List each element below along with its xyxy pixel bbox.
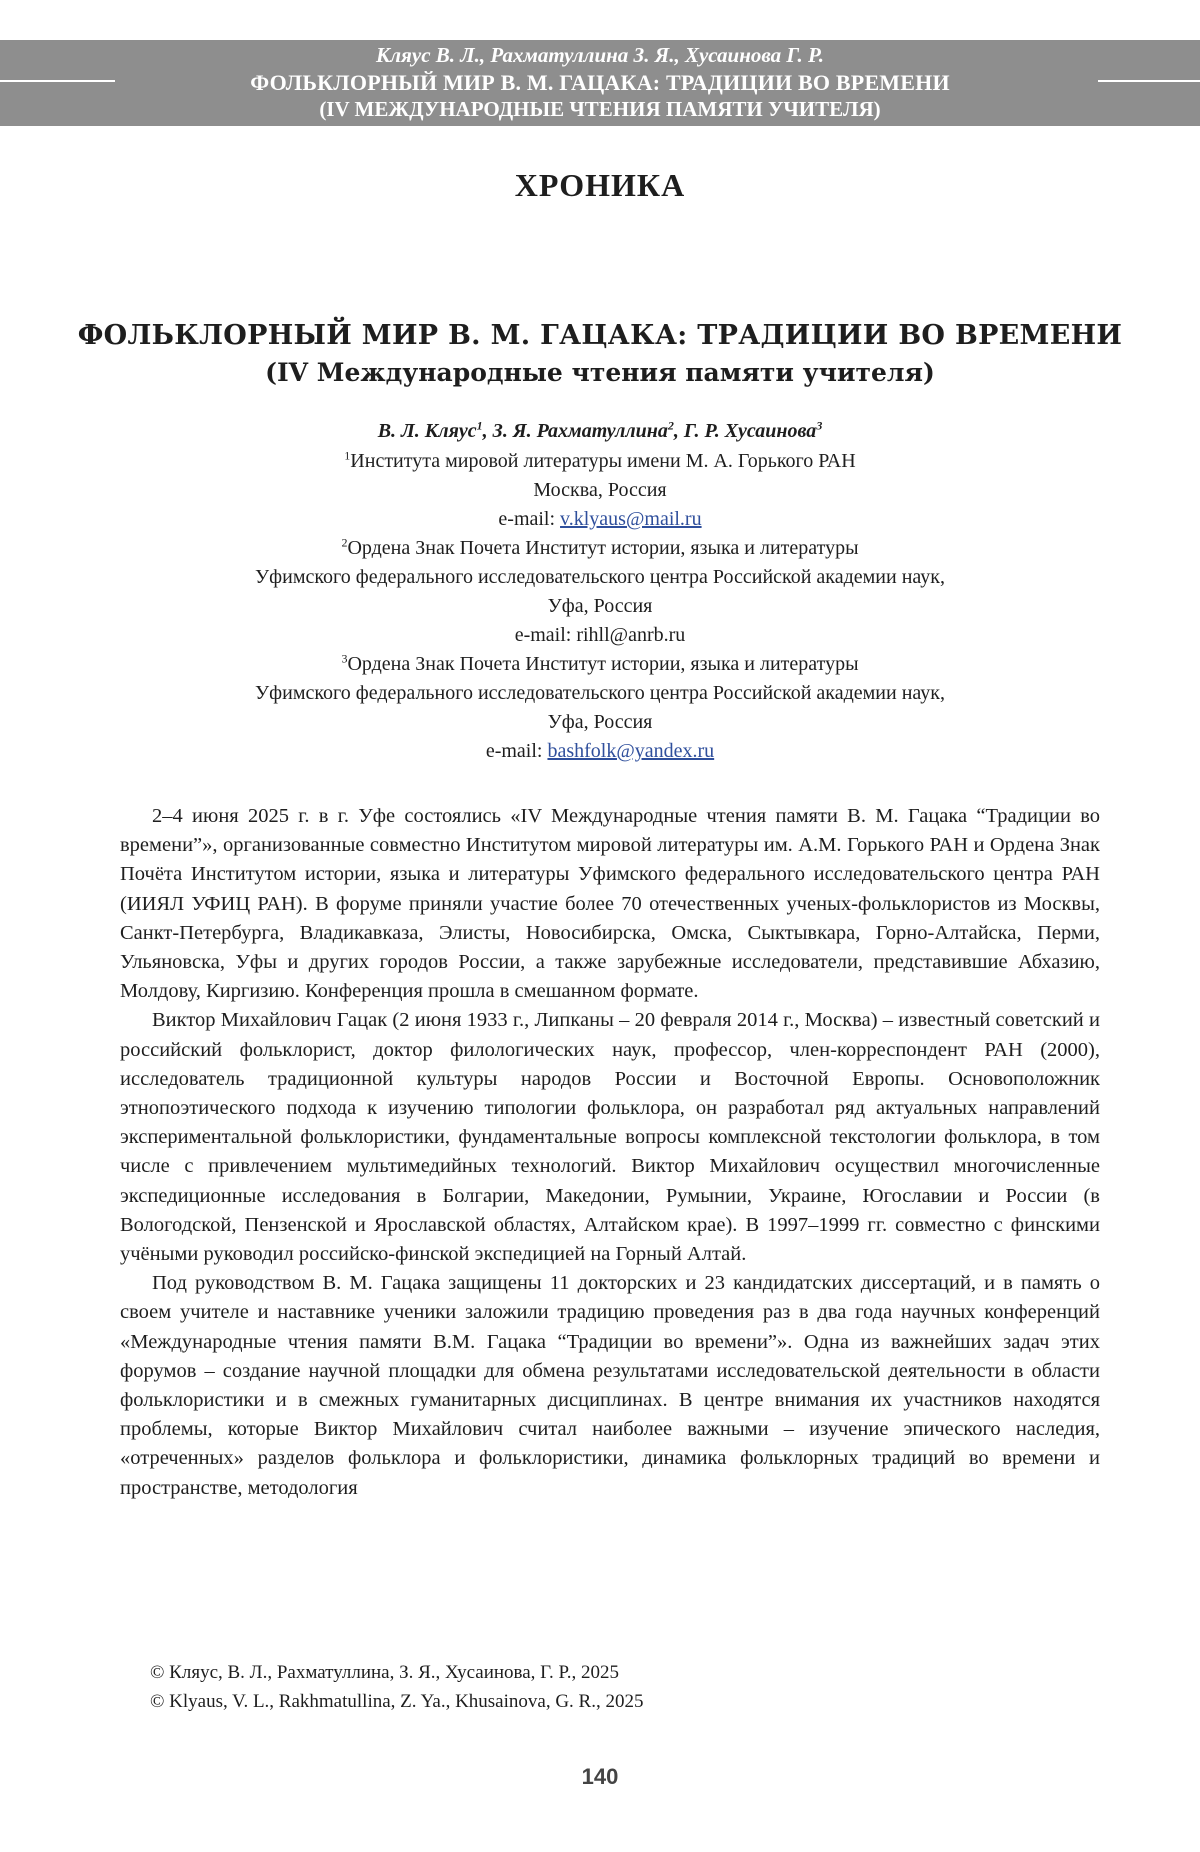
affiliation-text: Института мировой литературы имени М. А. Горького РАН	[350, 450, 856, 472]
header-title: ФОЛЬКЛОРНЫЙ МИР В. М. ГАЦАКА: ТРАДИЦИИ ВО ВРЕМЕНИ	[250, 70, 950, 95]
copyright-line-ru: © Кляус, В. Л., Рахматуллина, З. Я., Хусаинова, Г. Р., 2025	[150, 1662, 619, 1683]
affiliation-marker: 3	[341, 651, 348, 666]
affiliation-text: Уфимского федерального исследовательского центра Российской академии наук,	[255, 566, 945, 588]
email-label: e-mail:	[498, 508, 561, 530]
author-affiliation-marker: 1	[476, 418, 483, 433]
affiliation-line	[0, 650, 1200, 679]
affiliation-text: Ордена Знак Почета Институт истории, языка и литературы	[347, 653, 859, 675]
affiliation-email-line	[0, 737, 1200, 766]
affiliation-text: Москва, Россия	[533, 479, 667, 501]
affiliation-text: Уфимского федерального исследовательского центра Российской академии наук,	[255, 682, 945, 704]
article-title: ФОЛЬКЛОРНЫЙ МИР В. М. ГАЦАКА: ТРАДИЦИИ ВО ВРЕМЕНИ	[77, 320, 1123, 351]
email-label: e-mail:	[485, 740, 548, 762]
copyright-line-en: © Klyaus, V. L., Rakhmatullina, Z. Ya., Khusainova, G. R., 2025	[150, 1691, 644, 1712]
affiliation-marker: 2	[341, 535, 348, 550]
affiliation-line	[0, 679, 1200, 708]
author-name: З. Я. Рахматуллина	[492, 420, 668, 442]
affiliation-email-line	[0, 621, 1200, 650]
affiliation-line	[0, 476, 1200, 505]
affiliation-email-line	[0, 505, 1200, 534]
copyright	[150, 1658, 1050, 1716]
affiliations	[0, 447, 1200, 766]
body-paragraph: Виктор Михайлович Гацак (2 июня 1933 г., Липканы – 20 февраля 2014 г., Москва) – известный советский и российский фольклорист, доктор филологических наук, профессор, член-корреспондент РАН (2000), исследователь традиционной культуры народов России и Восточной Европы. Основоположник этнопоэтического подхода к изучению типологии фольклора, он разработал ряд актуальных направлений экспериментальной фольклористики, фундаментальные вопросы комплексной текстологии фольклора, в том числе с привлечением мультимедийных технологий. Виктор Михайлович осуществил многочисленные экспедиционные исследования в Болгарии, Македонии, Румынии, Украине, Югославии и России (в Вологодской, Пензенской и Ярославской областях, Алтайском крае). В 1997–1999 гг. совместно с финскими учёными руководил российско-финской экспедицией на Горный Алтай.	[120, 1009, 1100, 1266]
affiliation-line	[0, 592, 1200, 621]
author-affiliation-marker: 2	[667, 418, 674, 433]
affiliation-line	[0, 534, 1200, 563]
header-authors: Кляус В. Л., Рахматуллина З. Я., Хусаинова Г. Р.	[376, 43, 824, 67]
email-link: rihll@anrb.ru	[576, 624, 686, 646]
affiliation-line	[0, 447, 1200, 476]
author-affiliation-marker: 3	[816, 418, 823, 433]
affiliation-text: Ордена Знак Почета Институт истории, языка и литературы	[347, 537, 859, 559]
page-number: 140	[581, 1764, 619, 1789]
email-link[interactable]: bashfolk@yandex.ru	[547, 740, 715, 762]
affiliation-text: Уфа, Россия	[547, 595, 653, 617]
affiliation-line	[0, 563, 1200, 592]
author-name: Г. Р. Хусаинова	[683, 420, 817, 442]
running-header	[0, 40, 1200, 126]
article-subtitle: (IV Международные чтения памяти учителя)	[265, 358, 935, 387]
body-paragraph: 2–4 июня 2025 г. в г. Уфе состоялись «IV Международные чтения памяти В. М. Гацака “Традиции во времени”», организованные совместно Институтом мировой литературы им. А.М. Горького РАН и Ордена Знак Почёта Институтом истории, языка и литературы Уфимского федерального исследовательского центра РАН (ИИЯЛ УФИЦ РАН). В форуме приняли участие более 70 отечественных ученых-фольклористов из Москвы, Санкт-Петербурга, Владикавказа, Элисты, Новосибирска, Омска, Сыктывкара, Горно-Алтайска, Перми, Ульяновска, Уфы и других городов России, а также зарубежные исследователи, представившие Абхазию, Молдову, Киргизию. Конференция прошла в смешанном формате.	[120, 805, 1100, 1003]
author-name: В. Л. Кляус	[377, 420, 477, 442]
header-subtitle: (IV МЕЖДУНАРОДНЫЕ ЧТЕНИЯ ПАМЯТИ УЧИТЕЛЯ)	[319, 97, 881, 121]
article-body	[120, 802, 1100, 1503]
email-link[interactable]: v.klyaus@mail.ru	[560, 508, 702, 530]
section-title: ХРОНИКА	[514, 167, 686, 203]
email-label: e-mail:	[514, 624, 577, 646]
affiliation-line	[0, 708, 1200, 737]
affiliation-text: Уфа, Россия	[547, 711, 653, 733]
author-list: В. Л. Кляус$^1$, З. Я. Рахматуллина$^2$, Г. Р. Хусаинова$^3$	[377, 418, 823, 442]
body-paragraph: Под руководством В. М. Гацака защищены 11 докторских и 23 кандидатских диссертаций, и в память о своем учителе и наставнике ученики заложили традицию проведения раз в два года научных конференций «Международные чтения памяти В.М. Гацака “Традиции во времени”». Одна из важнейших задач этих форумов – создание научной площадки для обмена результатами исследовательской деятельности в области фольклористики и в смежных гуманитарных дисциплинах. В центре внимания их участников находятся проблемы, которые Виктор Михайлович считал наиболее важными – изучение эпического наследия, «отреченных» разделов фольклора и фольклористики, динамика фольклорных традиций во времени и пространстве, методология	[120, 1272, 1100, 1499]
affiliation-marker: 1	[344, 448, 351, 463]
